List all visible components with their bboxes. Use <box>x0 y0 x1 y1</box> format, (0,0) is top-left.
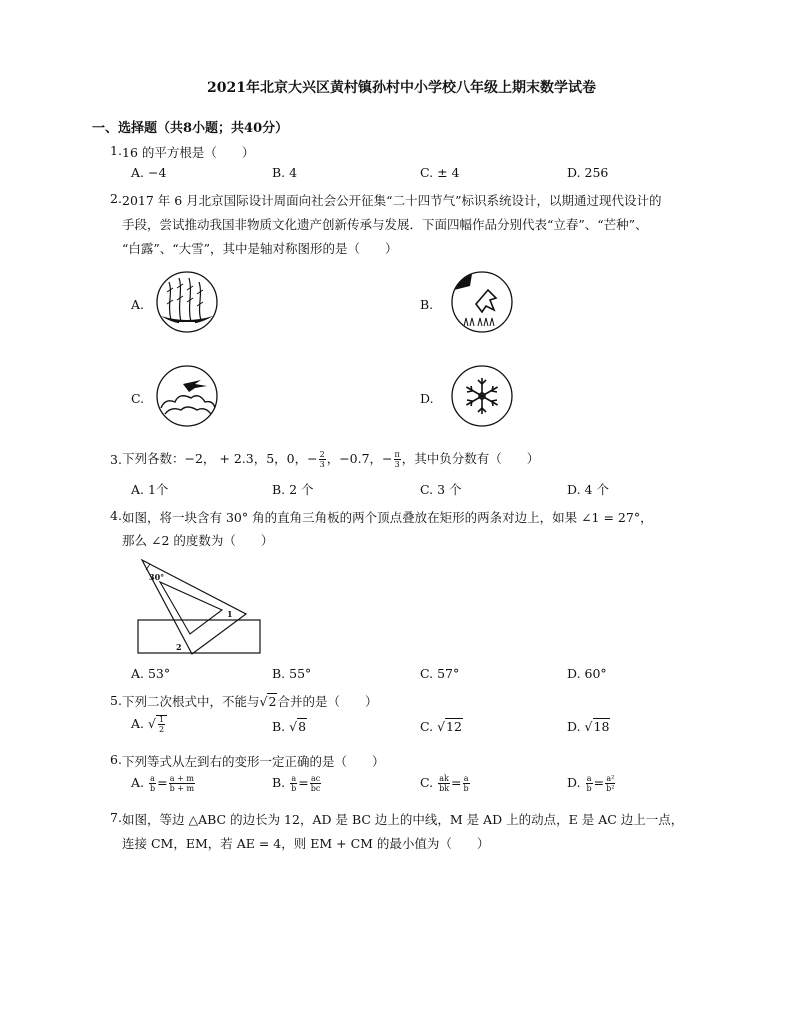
q6-b-right-num: ac <box>310 774 321 783</box>
q6-option-b-label: B. <box>272 775 286 790</box>
q6-a-left-den: b <box>150 784 156 793</box>
q2-label-c: C. <box>131 391 145 406</box>
q5-sqrt-2: √2 <box>259 694 277 709</box>
q6-a-right <box>169 774 196 793</box>
q2-label-b: B. <box>420 297 434 312</box>
q4-number: 4. <box>110 508 122 523</box>
q7-line1: 如图，等边 △ABC 的边长为 12，AD 是 BC 边上的中线，M 是 AD 上的动点，E 是 AC 边上一点， <box>122 812 684 827</box>
q5-option-a-den: 2 <box>158 725 165 734</box>
q2-line2: 手段，尝试推动我国非物质文化遗产创新传承与发展．下面四幅作品分别代表“立春”、“芒种”、 <box>122 217 648 232</box>
q7-number: 7. <box>110 810 122 825</box>
q3-fraction-pi-3 <box>394 450 401 469</box>
q6-a-left-num: a <box>150 774 155 783</box>
q6-option-a <box>131 774 196 793</box>
q4-line2: 那么 ∠2 的度数为（ ） <box>122 533 274 548</box>
q2-figure-a-rain-icon <box>155 270 219 334</box>
q6-d-left-den: b <box>586 784 592 793</box>
q3-option-c: C. 3 个 <box>420 482 462 497</box>
q6-number: 6. <box>110 752 122 767</box>
q6-option-d-label: D. <box>567 775 581 790</box>
q6-text: 下列等式从左到右的变形一定正确的是（ ） <box>122 754 385 769</box>
q6-a-left <box>149 774 156 793</box>
q5-option-a <box>131 715 167 734</box>
q1-number: 1. <box>110 143 122 158</box>
q6-c-right-den: b <box>463 784 469 793</box>
q6-option-b <box>272 774 322 793</box>
q6-a-right-num: a + m <box>169 774 194 783</box>
q3-option-d: D. 4 个 <box>567 482 609 497</box>
q2-figure-b-grain-icon <box>450 270 514 334</box>
q5-option-a-num: 1 <box>158 715 165 724</box>
q4-label-1: 1 <box>227 609 233 619</box>
q5-sqrt-2-radicand: 2 <box>268 694 277 709</box>
q5-text <box>122 692 377 710</box>
q5-option-c-sqrt: √12 <box>437 719 462 734</box>
section-heading: 一、选择题（共8小题；共40分） <box>92 121 289 136</box>
q3-frac2-num: π <box>394 450 400 459</box>
q5-option-a-fraction <box>158 715 165 734</box>
q2-label-d: D. <box>420 391 434 406</box>
q2-figure-c-dew-icon <box>155 364 219 428</box>
q3-frac1-num: 2 <box>319 450 325 459</box>
q6-c-left <box>438 774 450 793</box>
q5-option-b-sqrt: √8 <box>289 719 307 734</box>
q5-option-d-label: D. <box>567 719 581 734</box>
q5-option-d-sqrt: √18 <box>584 719 610 734</box>
q2-line3: “白露”、“大雪”，其中是轴对称图形的是（ ） <box>122 241 398 256</box>
q6-d-left <box>586 774 593 793</box>
q4-option-a: A. 53° <box>131 666 171 681</box>
q6-option-a-label: A. <box>131 775 145 790</box>
q5-option-a-sqrt: √ $\frac{1}{2}$ <box>148 715 167 734</box>
q4-line1: 如图，将一块含有 30° 角的直角三角板的两个顶点叠放在矩形的两条对边上，如果 ∠1 = 27°， <box>122 510 653 525</box>
q5-option-c <box>420 719 463 734</box>
q1-option-a: A. −4 <box>131 165 167 180</box>
q3-fraction-2-3 <box>319 450 326 469</box>
q5-option-b-radicand: 8 <box>298 719 307 734</box>
q6-a-right-den: b + m <box>169 784 195 793</box>
q4-label-30: 30° <box>149 572 165 582</box>
q6-d-eq: = <box>593 775 605 790</box>
q5-number: 5. <box>110 693 122 708</box>
q6-c-right-num: a <box>463 774 469 783</box>
q7-line2: 连接 CM，EM，若 AE = 4，则 EM + CM 的最小值为（ ） <box>122 836 490 851</box>
page-title: 2021年北京大兴区黄村镇孙村中小学校八年级上期末数学试卷 <box>207 80 596 96</box>
q6-b-left-den: b <box>291 784 297 793</box>
q4-option-b: B. 55° <box>272 666 312 681</box>
q6-c-right <box>463 774 470 793</box>
q6-option-d <box>567 774 616 793</box>
q5-option-a-label: A. <box>131 716 145 731</box>
q3-text-pre: 下列各数：−2， + 2.3，5，0，− <box>122 451 318 466</box>
q5-option-d-radicand: 18 <box>593 719 610 734</box>
q1-option-b: B. 4 <box>272 165 298 180</box>
q2-label-a: A. <box>131 297 145 312</box>
q1-option-c: C. ± 4 <box>420 165 460 180</box>
q2-line1: 2017 年 6 月北京国际设计周面向社会公开征集“二十四节气”标识系统设计，以期通过现代设计的 <box>122 193 662 208</box>
q5-option-d <box>567 719 610 734</box>
q3-text-mid: ，−0.7，− <box>326 451 393 466</box>
q2-number: 2. <box>110 191 122 206</box>
q3-option-a: A. 1个 <box>131 482 169 497</box>
q6-c-left-num: ak <box>439 774 449 783</box>
q4-option-d: D. 60° <box>567 666 607 681</box>
q3-option-b: B. 2 个 <box>272 482 314 497</box>
q6-b-right <box>310 774 322 793</box>
q3-frac1-den: 3 <box>319 460 325 469</box>
q6-c-eq: = <box>451 775 462 790</box>
q6-b-left <box>290 774 297 793</box>
q6-d-right <box>605 774 615 793</box>
q3-frac2-den: 3 <box>394 460 400 469</box>
q6-option-c <box>420 774 471 793</box>
q5-text-post: 合并的是（ ） <box>277 694 378 709</box>
q4-label-2: 2 <box>176 642 182 652</box>
q6-b-right-den: bc <box>310 784 321 793</box>
q1-text: 16 的平方根是（ ） <box>122 145 255 160</box>
q1-option-d: D. 256 <box>567 165 609 180</box>
q3-number: 3. <box>110 452 122 467</box>
q2-figure-d-snowflake-icon <box>450 364 514 428</box>
q5-option-c-label: C. <box>420 719 434 734</box>
q3-text-post: ，其中负分数有（ ） <box>401 451 540 466</box>
q6-d-right-den: b² <box>606 784 615 793</box>
q5-option-c-radicand: 12 <box>446 719 462 734</box>
q5-option-b-label: B. <box>272 719 286 734</box>
q6-d-right-num: a² <box>606 774 615 783</box>
q4-option-c: C. 57° <box>420 666 460 681</box>
q6-d-left-num: a <box>586 774 592 783</box>
q6-c-left-den: bk <box>439 784 450 793</box>
q6-b-eq: = <box>298 775 309 790</box>
q6-a-eq: = <box>157 775 168 790</box>
q6-b-left-num: a <box>291 774 297 783</box>
q3-text <box>122 449 539 469</box>
q6-option-c-label: C. <box>420 775 434 790</box>
q5-option-b <box>272 719 307 734</box>
q5-text-pre: 下列二次根式中，不能与 <box>122 694 260 709</box>
